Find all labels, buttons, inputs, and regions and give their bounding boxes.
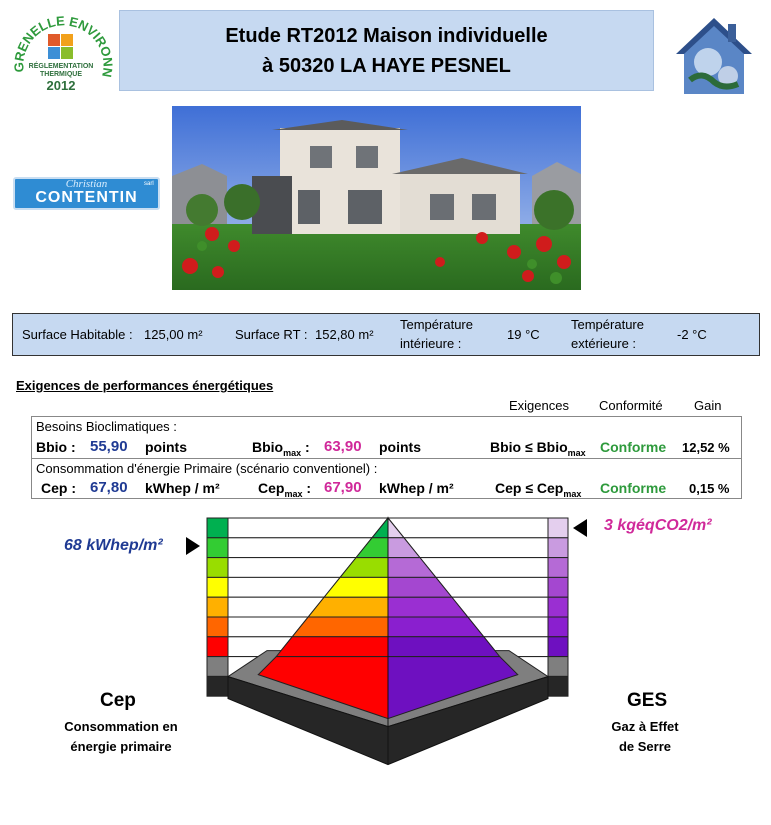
cep-status: Conforme — [600, 480, 667, 496]
logo-sub2: THERMIQUE — [40, 71, 82, 78]
brand-small-text: Christian — [65, 178, 108, 190]
bbio-status: Conforme — [600, 439, 667, 455]
bbio-rule-text: Bbio ≤ Bbio — [490, 439, 568, 455]
requirements-title: Exigences de performances énergétiques — [16, 378, 274, 393]
cep-class-swatch-2 — [207, 558, 228, 578]
col-conformite: Conformité — [599, 398, 663, 413]
temp-ext-label-1: Température — [571, 317, 644, 332]
bbio-rule-sub: max — [567, 447, 586, 458]
ges-class-swatch-7 — [548, 657, 568, 677]
bbio-gain: 12,52 % — [682, 440, 730, 455]
bbio-max-sub: max — [283, 447, 302, 458]
ges-class-swatch-4 — [548, 597, 568, 617]
temp-ext-label-2: extérieure : — [571, 336, 637, 351]
cep-class-swatch-4 — [207, 597, 228, 617]
temp-int-value: 19 °C — [507, 327, 540, 342]
logo-arc-text: GRENELLE ENVIRO N — [11, 13, 114, 79]
ges-sub-line-1: Gaz à Effet — [611, 719, 679, 734]
ges-class-swatch-8 — [548, 676, 568, 696]
cep-arrow-icon — [186, 537, 200, 555]
cep-gain: 0,15 % — [689, 481, 730, 496]
title-line-2: à 50320 LA HAYE PESNEL — [262, 55, 511, 77]
cep-sub-line-2: énergie primaire — [70, 739, 172, 754]
cep-label: Cep : — [41, 480, 76, 496]
temp-ext-value: -2 °C — [677, 327, 707, 342]
ges-sub-line-2: de Serre — [618, 739, 672, 754]
cep-sub-line-1: Consommation en — [64, 719, 178, 734]
col-gain: Gain — [694, 398, 722, 413]
cep-class-swatch-7 — [207, 657, 228, 677]
temp-int-label-1: Température — [400, 317, 473, 332]
pyramid-cep-band-top-5 — [292, 617, 388, 637]
cep-class-swatch-6 — [207, 637, 228, 657]
bbio-max-colon: : — [301, 439, 310, 455]
pyramid-cep-band-top-6 — [276, 637, 388, 657]
cep-rule-text: Cep ≤ Cep — [495, 480, 564, 496]
ges-title: GES — [627, 690, 668, 711]
cep-unit: kWhep / m² — [145, 480, 220, 496]
cep-class-swatch-8 — [207, 676, 228, 696]
ges-class-swatch-2 — [548, 558, 568, 578]
bbio-unit: points — [145, 439, 187, 455]
pyramid-ges-band-top-5 — [388, 617, 484, 637]
ges-class-swatch-0 — [548, 518, 568, 538]
surface-hab-value: 125,00 m² — [144, 327, 203, 342]
temp-int-label-2: intérieure : — [400, 336, 462, 351]
pyramid-ges-band-top-6 — [388, 637, 500, 657]
bbio-label: Bbio : — [36, 439, 76, 455]
bbio-max-value: 63,90 — [324, 438, 362, 455]
surface-hab-label: Surface Habitable : — [22, 327, 133, 342]
bbio-value: 55,90 — [90, 438, 128, 455]
logo-sub1: RÉGLEMENTATION — [28, 63, 94, 70]
cep-title: Cep — [100, 690, 136, 711]
brand-big-text: CONTENTIN — [35, 189, 138, 206]
cep-value: 67,80 — [90, 479, 128, 496]
surface-rt-label: Surface RT : — [235, 327, 308, 342]
bbio-max-unit: points — [379, 439, 421, 455]
cep-max-value: 67,90 — [324, 479, 362, 496]
ges-value-label: 3 kgéqCO2/m² — [604, 517, 712, 534]
cep-class-swatch-1 — [207, 538, 228, 558]
ges-class-swatch-5 — [548, 617, 568, 637]
ges-subtitle — [600, 717, 690, 757]
surface-rt-value: 152,80 m² — [315, 327, 374, 342]
cep-section-label: Consommation d'énergie Primaire (scénario conventionel) : — [36, 461, 378, 476]
cep-class-swatch-0 — [207, 518, 228, 538]
cep-max-text: Cep — [258, 480, 285, 496]
cep-max-sub: max — [284, 488, 303, 499]
brand-tag: sarl — [144, 181, 154, 187]
cep-subtitle — [56, 717, 186, 757]
ges-class-swatch-1 — [548, 538, 568, 558]
bbio-section-label: Besoins Bioclimatiques : — [36, 419, 177, 434]
cep-max-unit: kWhep / m² — [379, 480, 454, 496]
cep-class-row-0 — [228, 518, 388, 538]
cep-class-swatch-3 — [207, 577, 228, 597]
logo-year: 2012 — [46, 78, 76, 93]
ges-class-swatch-3 — [548, 577, 568, 597]
ges-arrow-icon — [573, 519, 587, 537]
cep-class-swatch-5 — [207, 617, 228, 637]
ges-class-swatch-6 — [548, 637, 568, 657]
ges-class-row-0 — [388, 518, 548, 538]
cep-rule-sub: max — [563, 488, 582, 499]
cep-max-colon: : — [302, 480, 312, 496]
col-exigences: Exigences — [509, 398, 569, 413]
cep-value-label: 68 kWhep/m² — [64, 537, 163, 554]
title-line-1: Etude RT2012 Maison individuelle — [225, 25, 548, 47]
bbio-max-text: Bbio — [252, 439, 284, 455]
